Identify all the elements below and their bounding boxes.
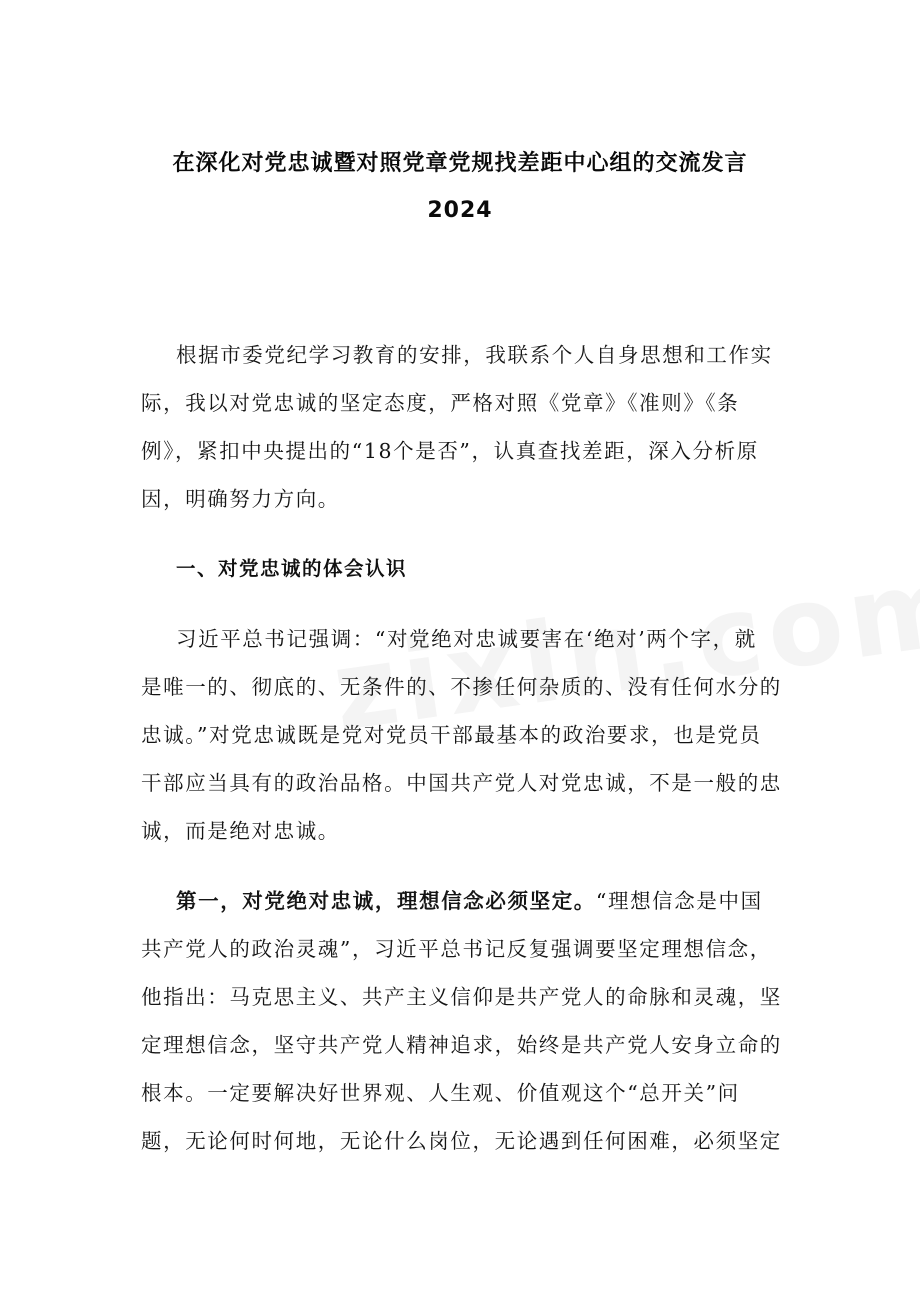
section-heading: 一、对党忠诚的体会认识 (176, 557, 408, 580)
quote-line: 习近平总书记强调：“对党绝对忠诚要害在‘绝对’两个字，就 (176, 627, 757, 651)
quote-line: 忠诚。”对党忠诚既是党对党员干部最基本的政治要求，也是党员 (141, 723, 762, 747)
document-title: 在深化对党忠诚暨对照党章党规找差距中心组的交流发言 (172, 151, 748, 176)
point1-first-rest: “理想信念是中国 (595, 889, 763, 913)
quote-line: 是唯一的、彻底的、无条件的、不掺任何杂质的、没有任何水分的 (141, 675, 782, 699)
point1-first-line (176, 884, 763, 914)
point1-line: 共产党人的政治灵魂”，习近平总书记反复强调要坚定理想信念， (141, 937, 772, 961)
intro-line: 因，明确努力方向。 (141, 487, 340, 511)
quote-line: 诚，而是绝对忠诚。 (141, 819, 340, 843)
point1-line: 他指出：马克思主义、共产主义信仰是共产党人的命脉和灵魂，坚 (141, 985, 782, 1009)
document-title-year: 2024 (427, 198, 493, 223)
intro-line: 例》，紧扣中央提出的“18个是否”，认真查找差距，深入分析原 (141, 439, 759, 463)
point1-line: 定理想信念，坚守共产党人精神追求，始终是共产党人安身立命的 (141, 1033, 782, 1057)
intro-line: 根据市委党纪学习教育的安排，我联系个人自身思想和工作实 (176, 343, 773, 367)
intro-line: 际，我以对党忠诚的坚定态度，严格对照《党章》《准则》《条 (141, 391, 740, 415)
point1-bold-lead: 第一，对党绝对忠诚，理想信念必须坚定。 (176, 889, 596, 913)
point1-line: 题，无论何时何地，无论什么岗位，无论遇到任何困难，必须坚定 (141, 1129, 782, 1153)
point1-line: 根本。一定要解决好世界观、人生观、价值观这个“总开关”问 (141, 1081, 740, 1105)
quote-line: 干部应当具有的政治品格。中国共产党人对党忠诚，不是一般的忠 (141, 771, 782, 795)
